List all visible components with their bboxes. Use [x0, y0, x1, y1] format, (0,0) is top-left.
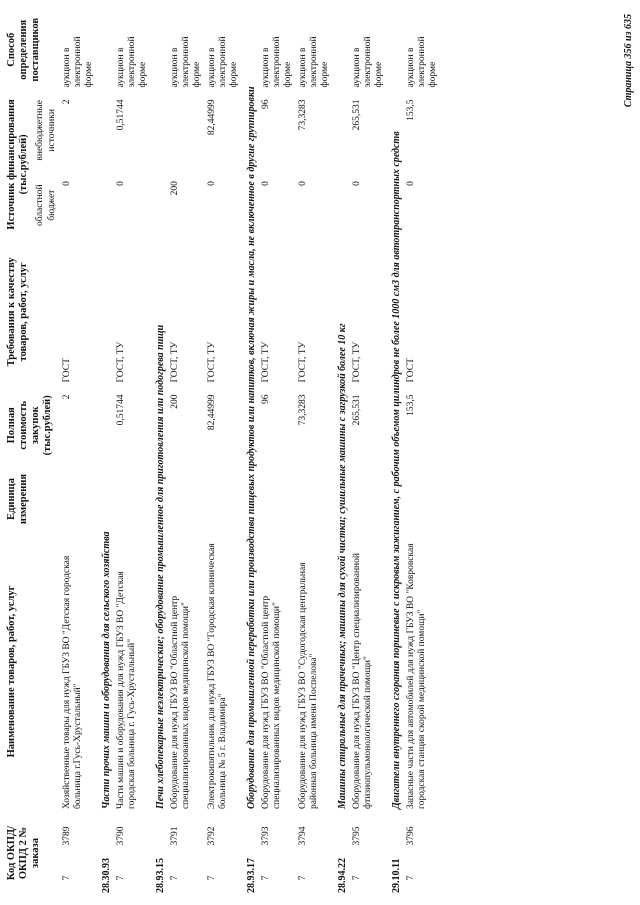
regional-budget: 0	[207, 181, 217, 186]
regional-budget: 0	[62, 181, 72, 186]
quality-requirements: ГОСТ, ТУ	[298, 341, 308, 383]
section-title: Части прочих машин и оборудования для сельского хозяйства	[101, 531, 112, 810]
regional-budget: 0	[352, 181, 362, 186]
procurement-method: аукцион в электронной форме	[406, 36, 438, 88]
order-number: 3793	[261, 826, 271, 846]
extrabudget-sources: 2	[62, 99, 72, 105]
table-row	[404, 10, 441, 895]
quality-requirements: ГОСТ, ТУ	[207, 341, 217, 383]
header-regional: областной бюджет	[35, 184, 57, 226]
header-unit: Единица измерения	[6, 473, 29, 525]
order-number: 3789	[62, 826, 72, 846]
header-requirements: Требования к качеству товаров, работ, услуг	[6, 257, 29, 367]
section-title: Двигатели внутреннего сгорания поршневые с искровым зажиганием, с рабочим объемом цилиндров не более 1000 см3 для автотранспортных средств	[391, 131, 402, 810]
unit-cell	[404, 466, 441, 532]
total-cost: 96	[261, 394, 271, 404]
section-code: 28.93.17	[246, 858, 257, 893]
section-code: 28.93.15	[155, 858, 166, 893]
procurement-method: аукцион в электронной форме	[116, 36, 148, 88]
row-number: 7	[406, 875, 416, 881]
unit-cell	[60, 466, 97, 532]
procurement-method: аукцион в электронной форме	[352, 36, 384, 88]
section-row	[387, 10, 404, 895]
regional-budget: 200	[170, 181, 180, 196]
header-extrabudget: внебюджетные источники	[35, 100, 57, 161]
section-code: 28.94.22	[337, 858, 348, 893]
total-cost: 82,44999	[207, 394, 217, 431]
table-row	[168, 10, 205, 895]
order-number: 3795	[352, 826, 362, 846]
unit-cell	[259, 466, 296, 532]
item-name: Оборудование для нужд ГБУЗ ВО "Областной центр специализированных видов медицинской помощи"	[170, 595, 191, 810]
row-number: 7	[352, 875, 362, 881]
row-number: 7	[170, 875, 180, 881]
unit-cell	[296, 466, 333, 532]
total-cost: 200	[170, 394, 180, 409]
quality-requirements: ГОСТ	[62, 358, 72, 383]
procurement-method: аукцион в электронной форме	[261, 36, 293, 88]
item-name: Электрокипятильник для нужд ГБУЗ ВО "Городская клиническая больница № 5 г. Владимира"	[207, 543, 228, 810]
quality-requirements: ГОСТ, ТУ	[352, 341, 362, 383]
table-row	[296, 10, 333, 895]
regional-budget: 0	[116, 181, 126, 186]
total-cost: 2	[62, 394, 72, 400]
page-number: Страница 356 из 635	[623, 14, 634, 108]
extrabudget-sources: 153,5	[406, 99, 416, 121]
row-number: 7	[261, 875, 271, 881]
quality-requirements: ГОСТ, ТУ	[170, 341, 180, 383]
total-cost: 73,3283	[298, 394, 308, 426]
regional-budget: 0	[298, 181, 308, 186]
section-row	[151, 10, 168, 895]
header-total: Полная стоимость закупок (тыс.рублей)	[6, 395, 53, 456]
item-name: Оборудование для нужд ГБУЗ ВО "Судогодская центральная районная больница имени Поспелова"	[298, 562, 319, 810]
table-row	[259, 10, 296, 895]
header-financing: Источник финансирования (тыс.рублей)	[6, 99, 29, 230]
procurement-method: аукцион в электронной форме	[298, 36, 330, 88]
total-cost: 265,531	[352, 394, 362, 426]
procurement-table-wrapper	[4, 10, 441, 895]
table-body	[60, 10, 441, 895]
extrabudget-sources: 73,3283	[298, 99, 308, 131]
section-title: Оборудование для промышленной переработки или производства пищевых продуктов или напитков, включая жиры и масла, не включенное в другие группировки	[246, 86, 257, 810]
row-number: 7	[116, 875, 126, 881]
section-row	[97, 10, 114, 895]
extrabudget-sources: 265,531	[352, 99, 362, 131]
item-name: Хозяйственные товары для нужд ГБУЗ ВО "Детская городская больница г.Гусь-Хрустальный"	[62, 555, 83, 810]
item-name: Части машин и оборудования для нужд ГБУЗ ВО "Детская городская больница г. Гусь-Хрустальный"	[116, 571, 137, 810]
procurement-method: аукцион в электронной форме	[62, 36, 94, 88]
order-number: 3791	[170, 826, 180, 846]
total-cost: 0,51744	[116, 394, 126, 426]
header-name: Наименование товаров, работ, услуг	[6, 585, 17, 758]
section-title: Машины стиральные для прачечных; машины для сухой чистки; сушильные машины с загрузкой более 10 кг	[337, 323, 348, 810]
quality-requirements: ГОСТ, ТУ	[116, 341, 126, 383]
extrabudget-sources: 82,44999	[207, 99, 217, 136]
row-number: 7	[62, 875, 72, 881]
table-row	[60, 10, 97, 895]
order-number: 3792	[207, 826, 217, 846]
row-number: 7	[298, 875, 308, 881]
unit-cell	[205, 466, 242, 532]
extrabudget-sources	[168, 89, 205, 171]
unit-cell	[350, 466, 387, 532]
item-name: Оборудование для нужд ГБУЗ ВО "Центр специализированной фтизиопульмонологической помощи"	[352, 553, 373, 810]
section-row	[333, 10, 350, 895]
table-header	[4, 10, 60, 895]
table-row	[350, 10, 387, 895]
order-number: 3794	[298, 826, 308, 846]
total-cost: 153,5	[406, 394, 416, 416]
order-number: 3790	[116, 826, 126, 846]
section-title: Печи хлебопекарные неэлектрические; оборудование промышленное для приготовления или подогрева пищи	[155, 324, 166, 810]
item-name: Оборудование для нужд ГБУЗ ВО "Областной центр специализированных видов медицинской помощи"	[261, 595, 282, 810]
procurement-method: аукцион в электронной форме	[207, 36, 239, 88]
unit-cell	[114, 466, 151, 532]
quality-requirements: ГОСТ	[406, 358, 416, 383]
procurement-method: аукцион в электронной форме	[170, 36, 202, 88]
header-method: Способ определения поставщиков	[6, 17, 41, 82]
extrabudget-sources: 96	[261, 99, 271, 109]
order-number: 3796	[406, 826, 416, 846]
table-row	[205, 10, 242, 895]
section-row	[242, 10, 259, 895]
section-code: 29.10.11	[391, 858, 402, 893]
table-row	[114, 10, 151, 895]
item-name: Запасные части для автомобилей для нужд ГБУЗ ВО "Ковровская городская станция скорой медицинской помощи"	[406, 543, 427, 810]
quality-requirements: ГОСТ, ТУ	[261, 341, 271, 383]
section-code: 28.30.93	[101, 858, 112, 893]
extrabudget-sources: 0,51744	[116, 99, 126, 131]
unit-cell	[168, 466, 205, 532]
header-code: Код ОКПД/ ОКПД 2 № заказа	[6, 825, 41, 881]
procurement-table	[4, 10, 441, 895]
row-number: 7	[207, 875, 217, 881]
regional-budget: 0	[406, 181, 416, 186]
regional-budget: 0	[261, 181, 271, 186]
